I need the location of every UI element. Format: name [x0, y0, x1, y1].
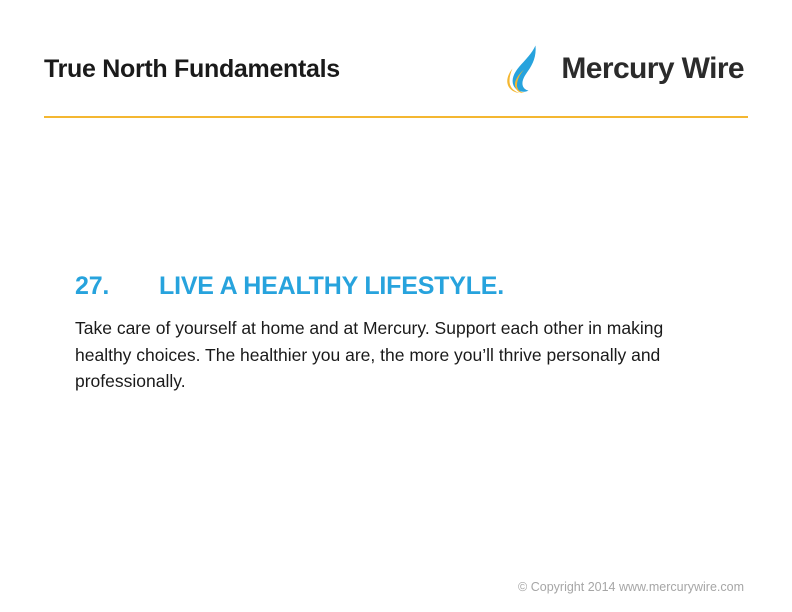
- page-title: True North Fundamentals: [44, 54, 340, 83]
- fundamental-heading: [75, 272, 722, 301]
- mercury-wire-flame-logo-icon: [506, 44, 548, 94]
- fundamental-number: 27.: [75, 272, 110, 300]
- header-divider: [44, 116, 748, 118]
- brand-logo: [506, 44, 748, 94]
- slide-content: [75, 272, 722, 395]
- brand-name: Mercury Wire: [561, 52, 744, 85]
- fundamental-body-text: Take care of yourself at home and at Mercury. Support each other in making healthy choices. The healthier you are, the more you’ll thrive personally and professionally.: [75, 318, 664, 392]
- slide-header: [44, 38, 748, 100]
- fundamental-title: LIVE A HEALTHY LIFESTYLE.: [159, 272, 505, 300]
- copyright-footer: © Copyright 2014 www.mercurywire.com: [518, 580, 744, 594]
